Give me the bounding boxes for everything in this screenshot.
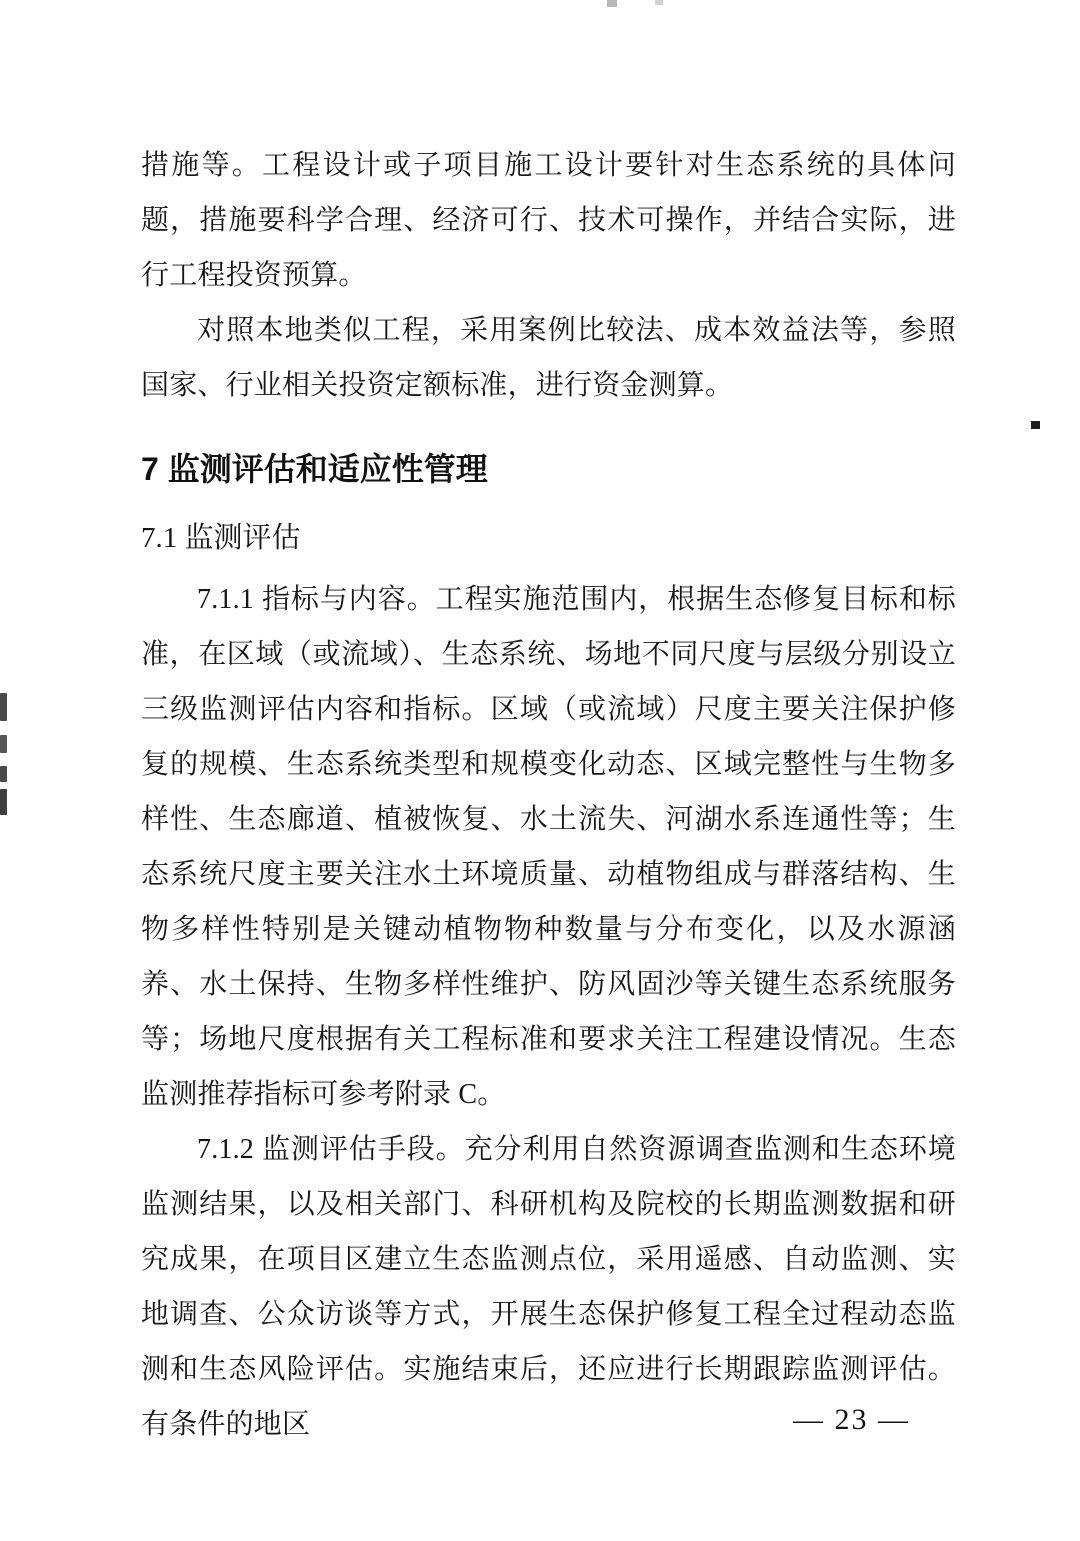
page-content (141, 138, 956, 1452)
page-number: — 23 — (793, 1403, 910, 1436)
subsection-heading-7-1-monitoring-assessment: 7.1 监测评估 (141, 522, 301, 554)
scan-artifact-top-mark-2 (655, 0, 663, 5)
section-heading-7-monitoring-management: 7 监测评估和适应性管理 (141, 451, 488, 487)
paragraph-7-1-2-monitoring-methods: 7.1.2 监测评估手段。充分利用自然资源调查监测和生态环境监测结果，以及相关部门、科研机构及院校的长期监测数据和研究成果，在项目区建立生态监测点位，采用遥感、自动监测、实地调查、公众访谈等方式，开展生态保护修复工程全过程动态监测和生态风险评估。实施结束后，还应进行长期跟踪监测评估。有条件的地区 (141, 1134, 956, 1440)
paragraph-7-1-1-indicators-and-content: 7.1.1 指标与内容。工程实施范围内，根据生态修复目标和标准，在区域（或流域）、生态系统、场地不同尺度与层级分别设立三级监测评估内容和指标。区域（或流域）尺度主要关注保护修复的规模、生态系统类型和规模变化动态、区域完整性与生物多样性、生态廊道、植被恢复、水土流失、河湖水系连通性等；生态系统尺度主要关注水土环境质量、动植物组成与群落结构、生物多样性特别是关键动植物物种数量与分布变化，以及水源涵养、水土保持、生物多样性维护、防风固沙等关键生态系统服务等；场地尺度根据有关工程标准和要求关注工程建设情况。生态监测推荐指标可参考附录 C。 (141, 584, 956, 1110)
scan-artifact-left-edge (0, 789, 7, 815)
scan-artifact-ink-dot (1031, 421, 1040, 429)
paragraph-continued-from-previous-page: 措施等。工程设计或子项目施工设计要针对生态系统的具体问题，措施要科学合理、经济可行、技术可操作，并结合实际，进行工程投资预算。 (141, 150, 956, 291)
paragraph-cost-estimation: 对照本地类似工程，采用案例比较法、成本效益法等，参照国家、行业相关投资定额标准，进行资金测算。 (141, 315, 956, 401)
scan-artifact-left-edge (0, 766, 7, 782)
scan-artifact-left-edge (0, 735, 7, 753)
scan-artifact-left-edge (0, 693, 7, 721)
scan-artifact-top-mark (607, 0, 617, 7)
